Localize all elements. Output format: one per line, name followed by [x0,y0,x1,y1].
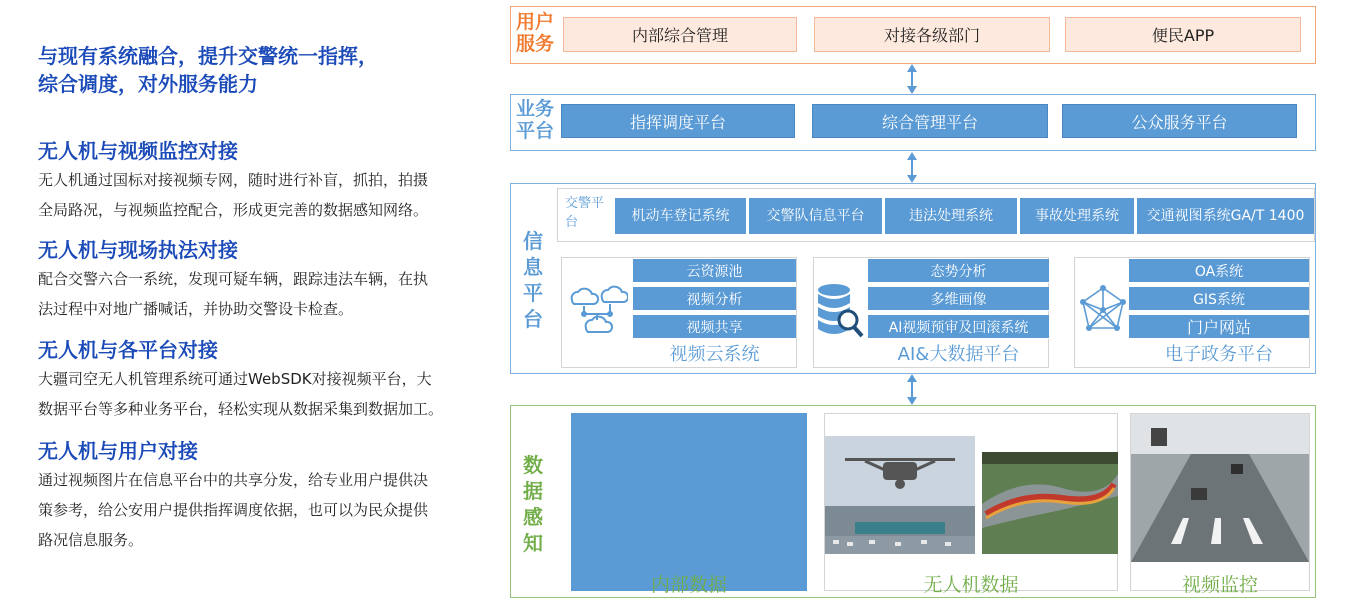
row-label-text: 交警平台 [565,196,605,230]
section-line: 大疆司空无人机管理系统可通过WebSDK对接视频平台，大 [38,370,432,388]
internal-management-box [563,17,797,52]
double-arrow-icon [906,64,918,94]
business-platform-layer [510,94,1316,151]
police-info-box [749,198,882,234]
departments-box [814,17,1050,52]
cell-label: 事故处理系统 [1035,208,1119,224]
layer-label-text: 用户服务 [515,11,554,55]
sub-label: 门户网站 [1186,318,1251,337]
left-text-column [38,42,500,549]
data-perception-layer [510,405,1316,598]
integrated-management-box [812,104,1048,138]
layer-label-text: 业务平台 [515,98,554,142]
section-line: 路况信息服务。 [38,531,144,549]
internal-data-block [571,413,807,591]
box-label: 综合管理平台 [881,112,978,132]
ai-video-review-box [868,315,1049,339]
video-surveillance-caption: 视频监控 [1181,574,1258,596]
traffic-video-system-box [1137,198,1314,234]
ai-bigdata-caption: AI&大数据平台 [897,344,1020,365]
user-service-layer [510,6,1316,64]
egov-caption: 电子政务平台 [1165,344,1273,365]
section-title: 无人机与视频监控对接 [38,139,238,163]
section-title: 无人机与各平台对接 [38,338,218,362]
headline-line-2: 综合调度，对外服务能力 [38,72,258,96]
section-title: 无人机与用户对接 [38,439,198,463]
box-label: 便民APP [1151,26,1215,45]
video-cloud-caption: 视频云系统 [669,344,760,365]
gis-system-box [1129,287,1309,311]
cell-label: 机动车登记系统 [631,208,730,224]
drone-data-caption: 无人机数据 [923,574,1019,596]
video-analysis-box [633,287,796,311]
info-platform-label [519,228,547,332]
data-perception-label [519,452,547,556]
double-arrow-icon [906,374,918,405]
section-line: 法过程中对地广播喊话，并协助交警设卡检查。 [38,300,354,318]
info-platform-layer [510,183,1316,374]
drone-data-pane [824,413,1118,591]
section-line: 数据平台等多种业务平台，轻松实现从数据采集到数据加工。 [38,400,444,418]
sub-label: AI视频预审及回滚系统 [888,319,1029,336]
drone-photo-icon [825,436,975,554]
highway-photo-icon [982,452,1118,554]
accident-handling-box [1020,198,1134,234]
sub-label: GIS系统 [1193,291,1245,308]
database-search-icon [816,282,864,342]
section-line: 策参考，给公安用户提供指挥调度依据，也可以为民众提供 [38,501,429,519]
user-service-label [513,11,557,55]
sub-label: 视频共享 [686,319,743,336]
box-label: 内部综合管理 [631,26,728,45]
public-service-box [1062,104,1297,138]
section-line: 全局路况，与视频监控配合，形成更完善的数据感知网络。 [38,201,429,219]
box-label: 公众服务平台 [1131,112,1228,132]
sub-label: 视频分析 [686,291,743,308]
section-line: 通过视频图片在信息平台中的共享分发，给专业用户提供决 [38,471,429,489]
section-field-enforcement [38,236,500,324]
convenience-app-box [1065,17,1301,52]
multi-profile-box [868,287,1049,311]
section-users [38,437,500,555]
traffic-police-label [565,194,605,232]
section-line: 配合交警六合一系统，发现可疑车辆，跟踪违法车辆，在执 [38,270,429,288]
sub-label: 云资源池 [686,263,743,280]
video-sharing-box [633,315,796,339]
command-dispatch-box [561,104,795,138]
violation-handling-box [885,198,1017,234]
box-label: 对接各级部门 [883,26,980,45]
oa-system-box [1129,259,1309,283]
road-camera-photo-icon [1131,414,1309,562]
section-title: 无人机与现场执法对接 [38,238,238,262]
layer-label-text: 信息平台 [523,229,543,331]
headline-line-1: 与现有系统融合，提升交警统一指挥， [38,44,378,68]
situation-analysis-box [868,259,1049,283]
portal-website-box [1129,315,1309,339]
box-label: 指挥调度平台 [629,112,726,132]
cloud-network-icon [566,280,628,340]
sub-label: 态势分析 [930,263,987,280]
network-mesh-icon [1079,284,1127,334]
layer-label-text: 数据感知 [523,453,543,555]
business-platform-label [513,98,557,142]
cloud-resource-pool-box [633,259,796,283]
sub-label: OA系统 [1194,263,1244,280]
section-video-surveillance [38,137,500,225]
vehicle-registration-box [615,198,746,234]
cell-label: 交通视图系统GA/T 1400 [1146,208,1305,224]
video-surveillance-pane [1130,413,1310,591]
sub-label: 多维画像 [930,291,987,308]
cell-label: 违法处理系统 [909,208,993,224]
internal-data-caption: 内部数据 [650,574,727,596]
double-arrow-icon [906,152,918,183]
section-platforms [38,336,500,424]
section-line: 无人机通过国标对接视频专网，随时进行补盲，抓拍，拍摄 [38,171,429,189]
cell-label: 交警队信息平台 [766,208,865,224]
